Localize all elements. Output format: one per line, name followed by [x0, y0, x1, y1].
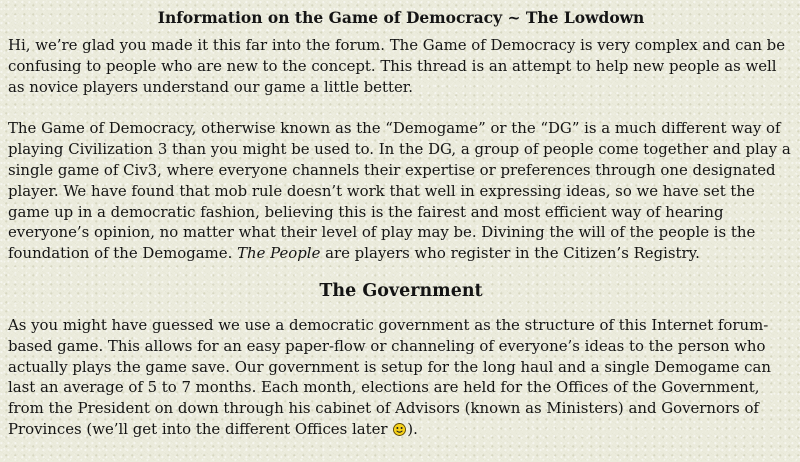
- page-title: Information on the Game of Democracy ~ The Lowdown: [157, 8, 645, 27]
- government-text-end: ).: [407, 419, 418, 438]
- smiley-icon: [393, 423, 406, 436]
- intro-paragraph: Hi, we’re glad you made it this far into the forum. The Game of Democracy is very complex and can be confusing to people who are new to the concept. This thread is an attempt to help new people as well as novice players understand our game a little better.: [8, 36, 786, 96]
- government-paragraph: [8, 315, 794, 440]
- overview-text-end: are players who register in the Citizen’s Registry.: [325, 244, 700, 263]
- government-text: As you might have guessed we use a democratic government as the structure of this Internet forum-based game. This allows for an easy paper-flow or channeling of everyone’s ideas to the person who actually plays the game save. Our government is setup for the long haul and a single Demogame can last an average of 5 to 7 months. Each month, elections are held for the Offices of the Government, from the President on down through his cabinet of Advisors (known as Ministers) and Governors of Provinces (we’ll get into the different Offices later: [8, 315, 771, 438]
- the-people-emphasis: The People: [237, 244, 321, 263]
- government-heading: The Government: [319, 280, 483, 301]
- overview-paragraph: [8, 118, 794, 264]
- overview-text: The Game of Democracy, otherwise known as the “Demogame” or the “DG” is a much different way of playing Civilization 3 than you might be used to. In the DG, a group of people come together and play a single game of Civ3, where everyone channels their expertise or preferences through one designated player. We have found that mob rule doesn’t work that well in expressing ideas, so we have set the game up in a democratic fashion, believing this is the fairest and most efficient way of hearing everyone’s opinion, no matter what their level of play may be. Divining the will of the people is the foundation of the Demogame.: [8, 119, 791, 263]
